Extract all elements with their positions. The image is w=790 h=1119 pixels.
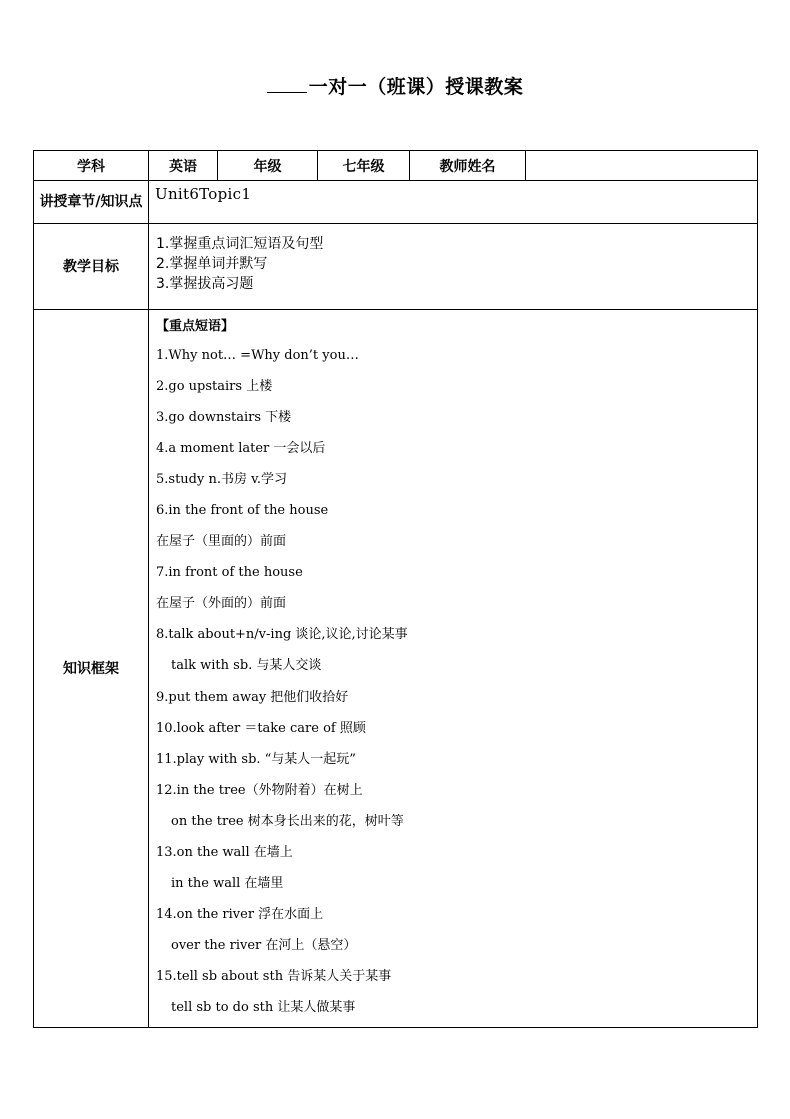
title-blank [267, 76, 307, 93]
phrase-line: 14.on the river 浮在水面上 [156, 906, 324, 922]
phrase-line: 8.talk about+n/v-ing 谈论,议论,讨论某事 [156, 627, 408, 643]
chapter-label: 讲授章节/知识点 [34, 181, 149, 224]
phrase-line: in the wall 在墙里 [171, 875, 284, 891]
grade-value: 七年级 [318, 151, 410, 181]
phrase-line: tell sb to do sth 让某人做某事 [171, 999, 356, 1015]
goals-list [149, 224, 758, 310]
lesson-plan-table [33, 150, 758, 1028]
phrase-line: 13.on the wall 在墙上 [156, 844, 293, 860]
phrase-line: 在屋子（外面的）前面 [156, 596, 287, 612]
phrase-line: 3.go downstairs 下楼 [156, 410, 292, 426]
chapter-row [34, 181, 758, 224]
info-row [34, 151, 758, 181]
framework-row [34, 310, 758, 1028]
phrase-line: 15.tell sb about sth 告诉某人关于某事 [156, 968, 392, 984]
framework-label: 知识框架 [34, 310, 149, 1028]
chapter-value: Unit6Topic1 [149, 181, 758, 224]
title-text: 一对一（班课）授课教案 [308, 76, 524, 98]
goal-item: 3.掌握拔高习题 [156, 276, 254, 292]
phrase-line: over the river 在河上（悬空） [171, 937, 357, 953]
subject-label: 学科 [34, 151, 149, 181]
goal-item: 2.掌握单词并默写 [156, 256, 268, 272]
phrase-line: 7.in front of the house [156, 565, 303, 581]
phrase-line: 4.a moment later 一会以后 [156, 441, 326, 457]
goals-row [34, 224, 758, 310]
page-title [0, 72, 790, 99]
framework-content [149, 310, 758, 1028]
phrase-line: 5.study n.书房 v.学习 [156, 472, 288, 488]
phrase-line: on the tree 树本身长出来的花，树叶等 [171, 813, 404, 829]
phrase-line: 6.in the front of the house [156, 503, 329, 519]
goal-item: 1.掌握重点词汇短语及句型 [156, 236, 324, 252]
phrase-line: 1.Why not… =Why don’t you… [156, 348, 359, 363]
phrase-line: 10.look after ＝take care of 照顾 [156, 720, 366, 736]
teacher-label: 教师姓名 [410, 151, 526, 181]
teacher-value[interactable] [526, 151, 758, 181]
phrase-line: 2.go upstairs 上楼 [156, 379, 273, 395]
framework-header: 【重点短语】 [156, 319, 235, 334]
subject-value: 英语 [149, 151, 218, 181]
grade-label: 年级 [218, 151, 318, 181]
phrase-line: 在屋子（里面的）前面 [156, 534, 287, 550]
phrase-line: talk with sb. 与某人交谈 [171, 658, 322, 674]
goals-label: 教学目标 [34, 224, 149, 310]
phrase-line: 11.play with sb. “与某人一起玩” [156, 751, 356, 767]
phrase-line: 9.put them away 把他们收拾好 [156, 689, 349, 705]
phrase-line: 12.in the tree（外物附着）在树上 [156, 782, 363, 798]
